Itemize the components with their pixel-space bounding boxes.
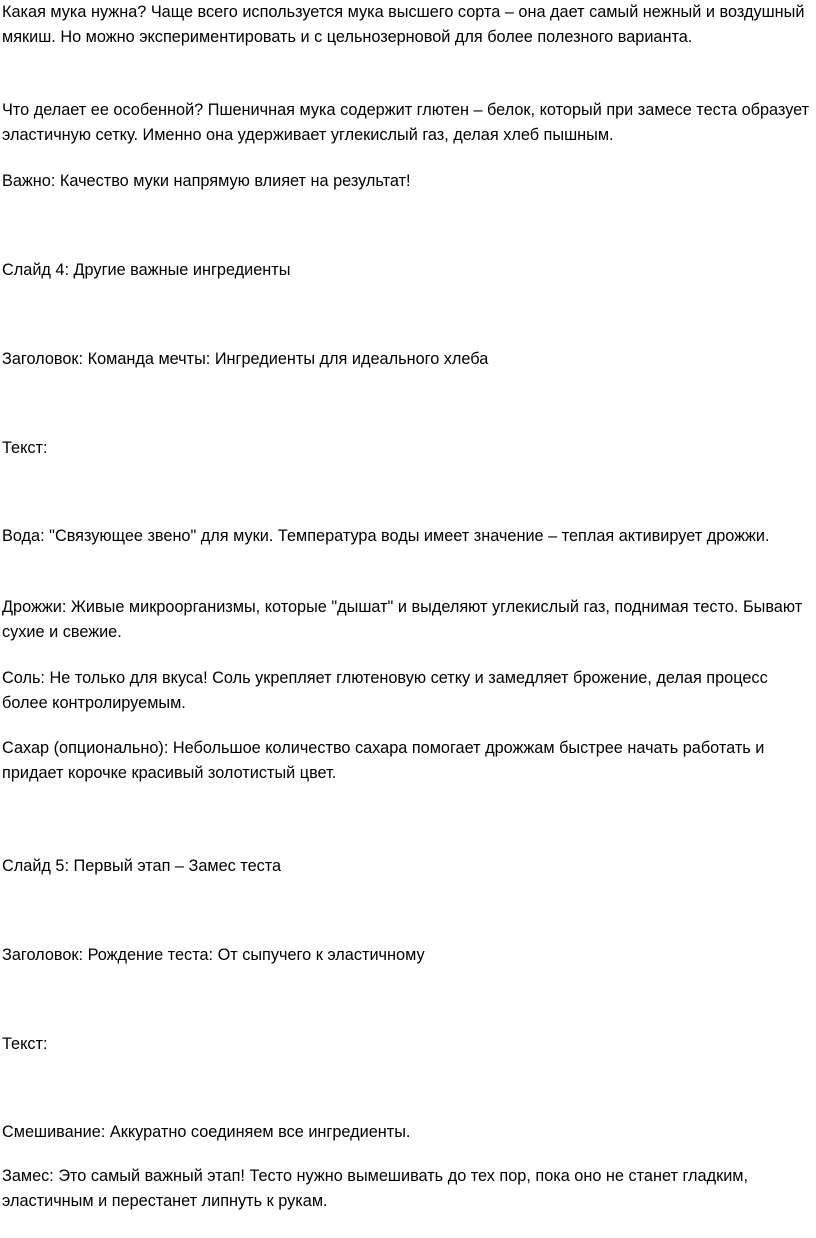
- slide-4-heading: Слайд 4: Другие важные ингредиенты: [2, 261, 291, 279]
- paragraph-sugar: Сахар (опционально): Небольшое количество сахара помогает дрожжам быстрее начать работать и придает корочке красивый золотистый цвет.: [2, 739, 765, 782]
- paragraph-water: Вода: "Связующее звено" для муки. Температура воды имеет значение – теплая активирует дрожжи.: [2, 527, 770, 545]
- paragraph-flour-type: Какая мука нужна? Чаще всего используется мука высшего сорта – она дает самый нежный и воздушный мякиш. Но можно экспериментировать и с цельнозерновой для более полезного варианта.: [2, 3, 805, 46]
- paragraph-yeast: Дрожжи: Живые микроорганизмы, которые "дышат" и выделяют углекислый газ, поднимая тесто. Бывают сухие и свежие.: [2, 598, 803, 641]
- slide-5-title: Заголовок: Рождение теста: От сыпучего к эластичному: [2, 946, 425, 964]
- paragraph-important: Важно: Качество муки напрямую влияет на результат!: [2, 172, 411, 190]
- paragraph-kneading: Замес: Это самый важный этап! Тесто нужно вымешивать до тех пор, пока оно не станет гладким, эластичным и перестанет липнуть к рукам.: [2, 1167, 749, 1210]
- slide-5-text-label: Текст:: [2, 1035, 48, 1053]
- slide-5-heading: Слайд 5: Первый этап – Замес теста: [2, 857, 282, 875]
- slide-4-text-label: Текст:: [2, 439, 48, 457]
- paragraph-mixing: Смешивание: Аккуратно соединяем все ингредиенты.: [2, 1123, 411, 1141]
- paragraph-flour-special: Что делает ее особенной? Пшеничная мука содержит глютен – белок, который при замесе теста образует эластичную сетку. Именно она удерживает углекислый газ, делая хлеб пышным.: [2, 101, 810, 144]
- slide-4-title: Заголовок: Команда мечты: Ингредиенты для идеального хлеба: [2, 350, 489, 368]
- paragraph-salt: Соль: Не только для вкуса! Соль укрепляет глютеновую сетку и замедляет брожение, делая процесс более контролируемым.: [2, 669, 768, 712]
